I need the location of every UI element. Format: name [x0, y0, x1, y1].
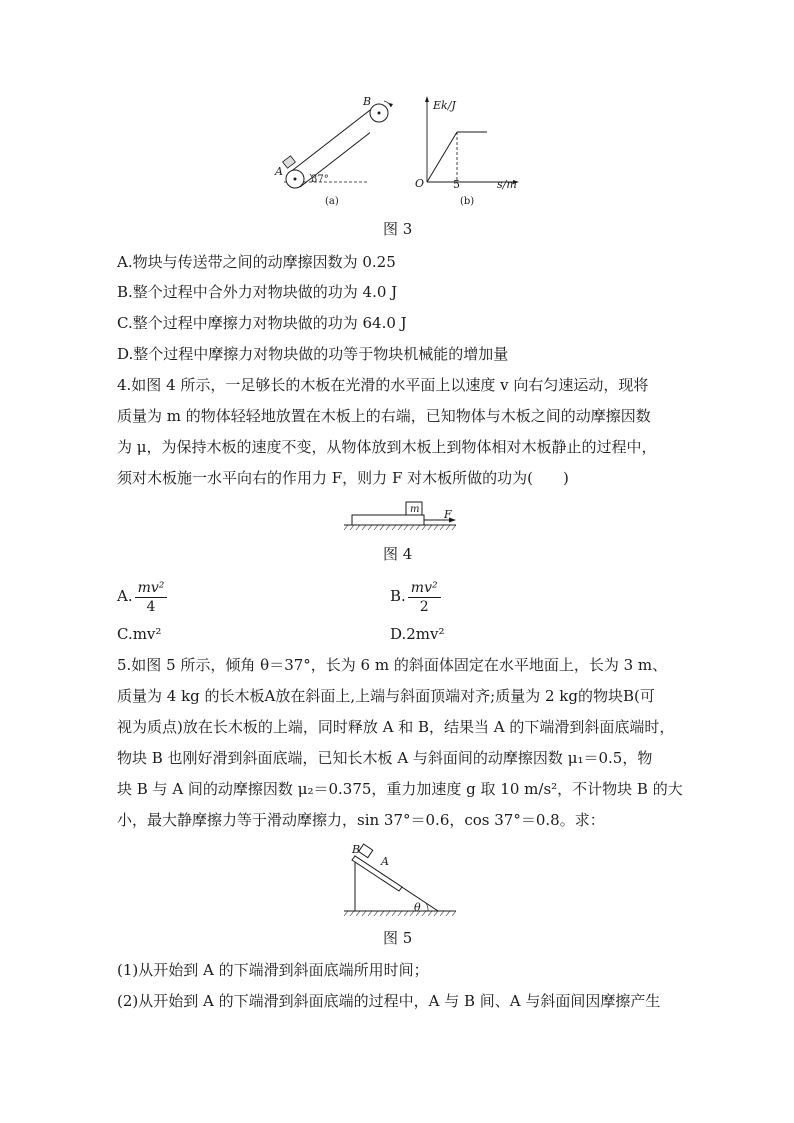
- q4-option-a-denominator: 4: [146, 598, 156, 615]
- q4-option-b-fraction: [408, 579, 441, 616]
- q4-line-2: 质量为 m 的物体轻轻地放置在木板上的右端，已知物体与木板之间的动摩擦因数: [117, 407, 651, 425]
- q4-option-a-numerator: mv²: [135, 579, 168, 598]
- figure-4-caption: 图 4: [383, 545, 413, 563]
- q4-option-c: C.mv²: [117, 625, 162, 643]
- q4-option-d: D.2mv²: [390, 625, 445, 643]
- q5-line-2: 质量为 4 kg 的长木板A放在斜面上,上端与斜面顶端对齐;质量为 2 kg的物块B(可: [117, 687, 655, 705]
- fig3-angle: 37°: [311, 174, 329, 185]
- fig3-sub-b: (b): [460, 196, 475, 207]
- q3-option-a: A.物块与传送带之间的动摩擦因数为 0.25: [117, 253, 396, 271]
- q3-option-d: D.整个过程中摩擦力对物块做的功等于物块机械能的增加量: [117, 345, 509, 363]
- fig3-label-b: B: [363, 95, 372, 108]
- fig4-force-label: F: [444, 508, 452, 521]
- figure-3-caption: 图 3: [383, 220, 413, 238]
- q4-option-a: [117, 578, 167, 616]
- q4-option-b-denominator: 2: [419, 598, 429, 615]
- fig5-label-b: B: [352, 843, 361, 856]
- q3-option-c: C.整个过程中摩擦力对物块做的功为 64.0 J: [117, 314, 407, 332]
- fig3-xaxis: s/m: [497, 178, 517, 191]
- q5-line-6: 小，最大静摩擦力等于滑动摩擦力，sin 37°＝0.6，cos 37°＝0.8。求：: [117, 811, 605, 829]
- q4-line-4: 须对木板施一水平向右的作用力 F，则力 F 对木板所做的功为( ): [117, 469, 569, 487]
- q5-line-5: 块 B 与 A 间的动摩擦因数 μ₂＝0.375，重力加速度 g 取 10 m/s²，不计物块 B 的大: [117, 780, 683, 798]
- q3-option-b: B.整个过程中合外力对物块做的功为 4.0 J: [117, 283, 398, 301]
- q4-option-b-prefix: B.: [390, 587, 406, 605]
- q4-option-b-numerator: mv²: [408, 579, 441, 598]
- q5-line-3: 视为质点)放在长木板的上端，同时释放 A 和 B，结果当 A 的下端滑到斜面底端时，: [117, 718, 675, 736]
- figure-4-board: [340, 498, 460, 532]
- fig3-yaxis: Ek/J: [433, 99, 456, 112]
- q4-option-b: [390, 578, 441, 616]
- q5-line-4: 物块 B 也刚好滑到斜面底端，已知长木板 A 与斜面间的动摩擦因数 μ₁＝0.5，物: [117, 749, 653, 767]
- q5-line-1: 5.如图 5 所示，倾角 θ＝37°，长为 6 m 的斜面体固定在水平地面上，长为 3 m、: [117, 656, 668, 674]
- q4-option-a-fraction: [135, 579, 168, 616]
- figure-3a-pulley-top: [370, 100, 400, 140]
- figure-3a-conveyor: [270, 92, 370, 212]
- fig3-label-a: A: [275, 165, 283, 178]
- fig3-xtick: 5: [453, 178, 460, 191]
- fig4-mass-label: m: [410, 504, 420, 515]
- fig5-label-a: A: [381, 855, 389, 868]
- fig3-sub-a: (a): [325, 196, 339, 207]
- q5-subquestion-2: (2)从开始到 A 的下端滑到斜面底端的过程中，A 与 B 间、A 与斜面间因摩擦产生: [117, 992, 661, 1010]
- q4-line-1: 4.如图 4 所示，一足够长的木板在光滑的水平面上以速度 v 向右匀速运动，现将: [117, 376, 649, 394]
- fig3-origin: O: [415, 177, 425, 190]
- q4-option-a-prefix: A.: [117, 587, 133, 605]
- q4-line-3: 为 μ，为保持木板的速度不变，从物体放到木板上到物体相对木板静止的过程中，: [117, 438, 657, 456]
- figure-5-caption: 图 5: [383, 929, 413, 947]
- q5-subquestion-1: (1)从开始到 A 的下端滑到斜面底端所用时间；: [117, 961, 429, 979]
- fig5-theta: θ: [414, 901, 421, 914]
